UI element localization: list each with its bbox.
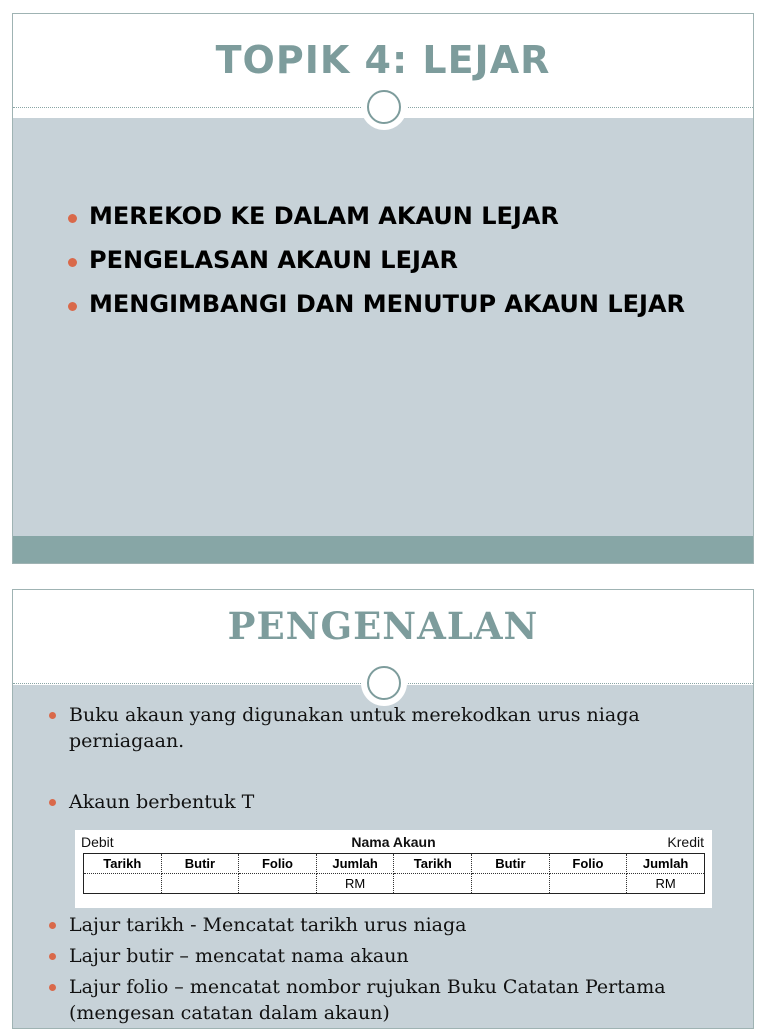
bullet-text: Lajur folio – mencatat nombor rujukan Buku Catatan Pertama (mengesan catatan dalam akaun) xyxy=(69,976,666,1024)
table-cell: RM xyxy=(627,874,705,894)
bullet-text: MENGIMBANGI DAN MENUTUP AKAUN LEJAR xyxy=(89,290,686,318)
bullet-dot-icon xyxy=(49,922,56,929)
column-header: Jumlah xyxy=(627,854,705,874)
table-header-row xyxy=(84,854,705,874)
bullet-list xyxy=(13,202,753,334)
bullet-text: Buku akaun yang digunakan untuk merekodkan urus niaga perniagaan. xyxy=(69,704,640,752)
bullet-dot-icon xyxy=(68,258,77,267)
ring-ornament-icon xyxy=(361,660,407,706)
column-header: Jumlah xyxy=(316,854,394,874)
bullet-item xyxy=(13,246,753,290)
column-header: Folio xyxy=(239,854,317,874)
slide-topik-4 xyxy=(12,13,754,564)
bullet-item xyxy=(13,974,753,1026)
bullet-text: MEREKOD KE DALAM AKAUN LEJAR xyxy=(89,202,559,230)
bullet-text: Akaun berbentuk T xyxy=(69,791,255,813)
table-cell xyxy=(84,874,162,894)
credit-label: Kredit xyxy=(667,834,704,850)
bullet-item xyxy=(13,202,753,246)
column-header: Folio xyxy=(549,854,627,874)
table-cell xyxy=(161,874,239,894)
table-cell xyxy=(239,874,317,894)
table-row xyxy=(84,874,705,894)
bullet-text: Lajur butir – mencatat nama akaun xyxy=(69,945,409,967)
table-cell xyxy=(394,874,472,894)
bullet-item xyxy=(13,290,753,334)
t-account-table xyxy=(83,853,705,894)
slide-title: PENGENALAN xyxy=(227,604,539,648)
table-cell xyxy=(549,874,627,894)
bullet-dot-icon xyxy=(49,984,56,991)
table-cell: RM xyxy=(316,874,394,894)
bullet-dot-icon xyxy=(68,214,77,223)
t-account-figure xyxy=(75,830,712,908)
table-cell xyxy=(472,874,550,894)
column-header: Butir xyxy=(161,854,239,874)
ring-ornament-icon xyxy=(361,84,407,130)
bullet-text: PENGELASAN AKAUN LEJAR xyxy=(89,246,458,274)
bullet-item xyxy=(13,702,753,754)
slide-pengenalan xyxy=(12,589,754,1029)
bullet-dot-icon xyxy=(68,302,77,311)
bullet-dot-icon xyxy=(49,953,56,960)
account-name-label: Nama Akaun xyxy=(351,834,436,850)
bullet-text: Lajur tarikh - Mencatat tarikh urus niaga xyxy=(69,914,467,936)
bullet-item xyxy=(13,912,753,938)
bullet-item xyxy=(13,789,753,815)
column-header: Tarikh xyxy=(394,854,472,874)
debit-label: Debit xyxy=(81,834,114,850)
slide-title: TOPIK 4: LEJAR xyxy=(215,38,551,82)
column-header: Butir xyxy=(472,854,550,874)
bullet-dot-icon xyxy=(49,712,56,719)
bullet-item xyxy=(13,943,753,969)
column-header: Tarikh xyxy=(84,854,162,874)
footer-band xyxy=(13,536,753,563)
bullet-dot-icon xyxy=(49,799,56,806)
